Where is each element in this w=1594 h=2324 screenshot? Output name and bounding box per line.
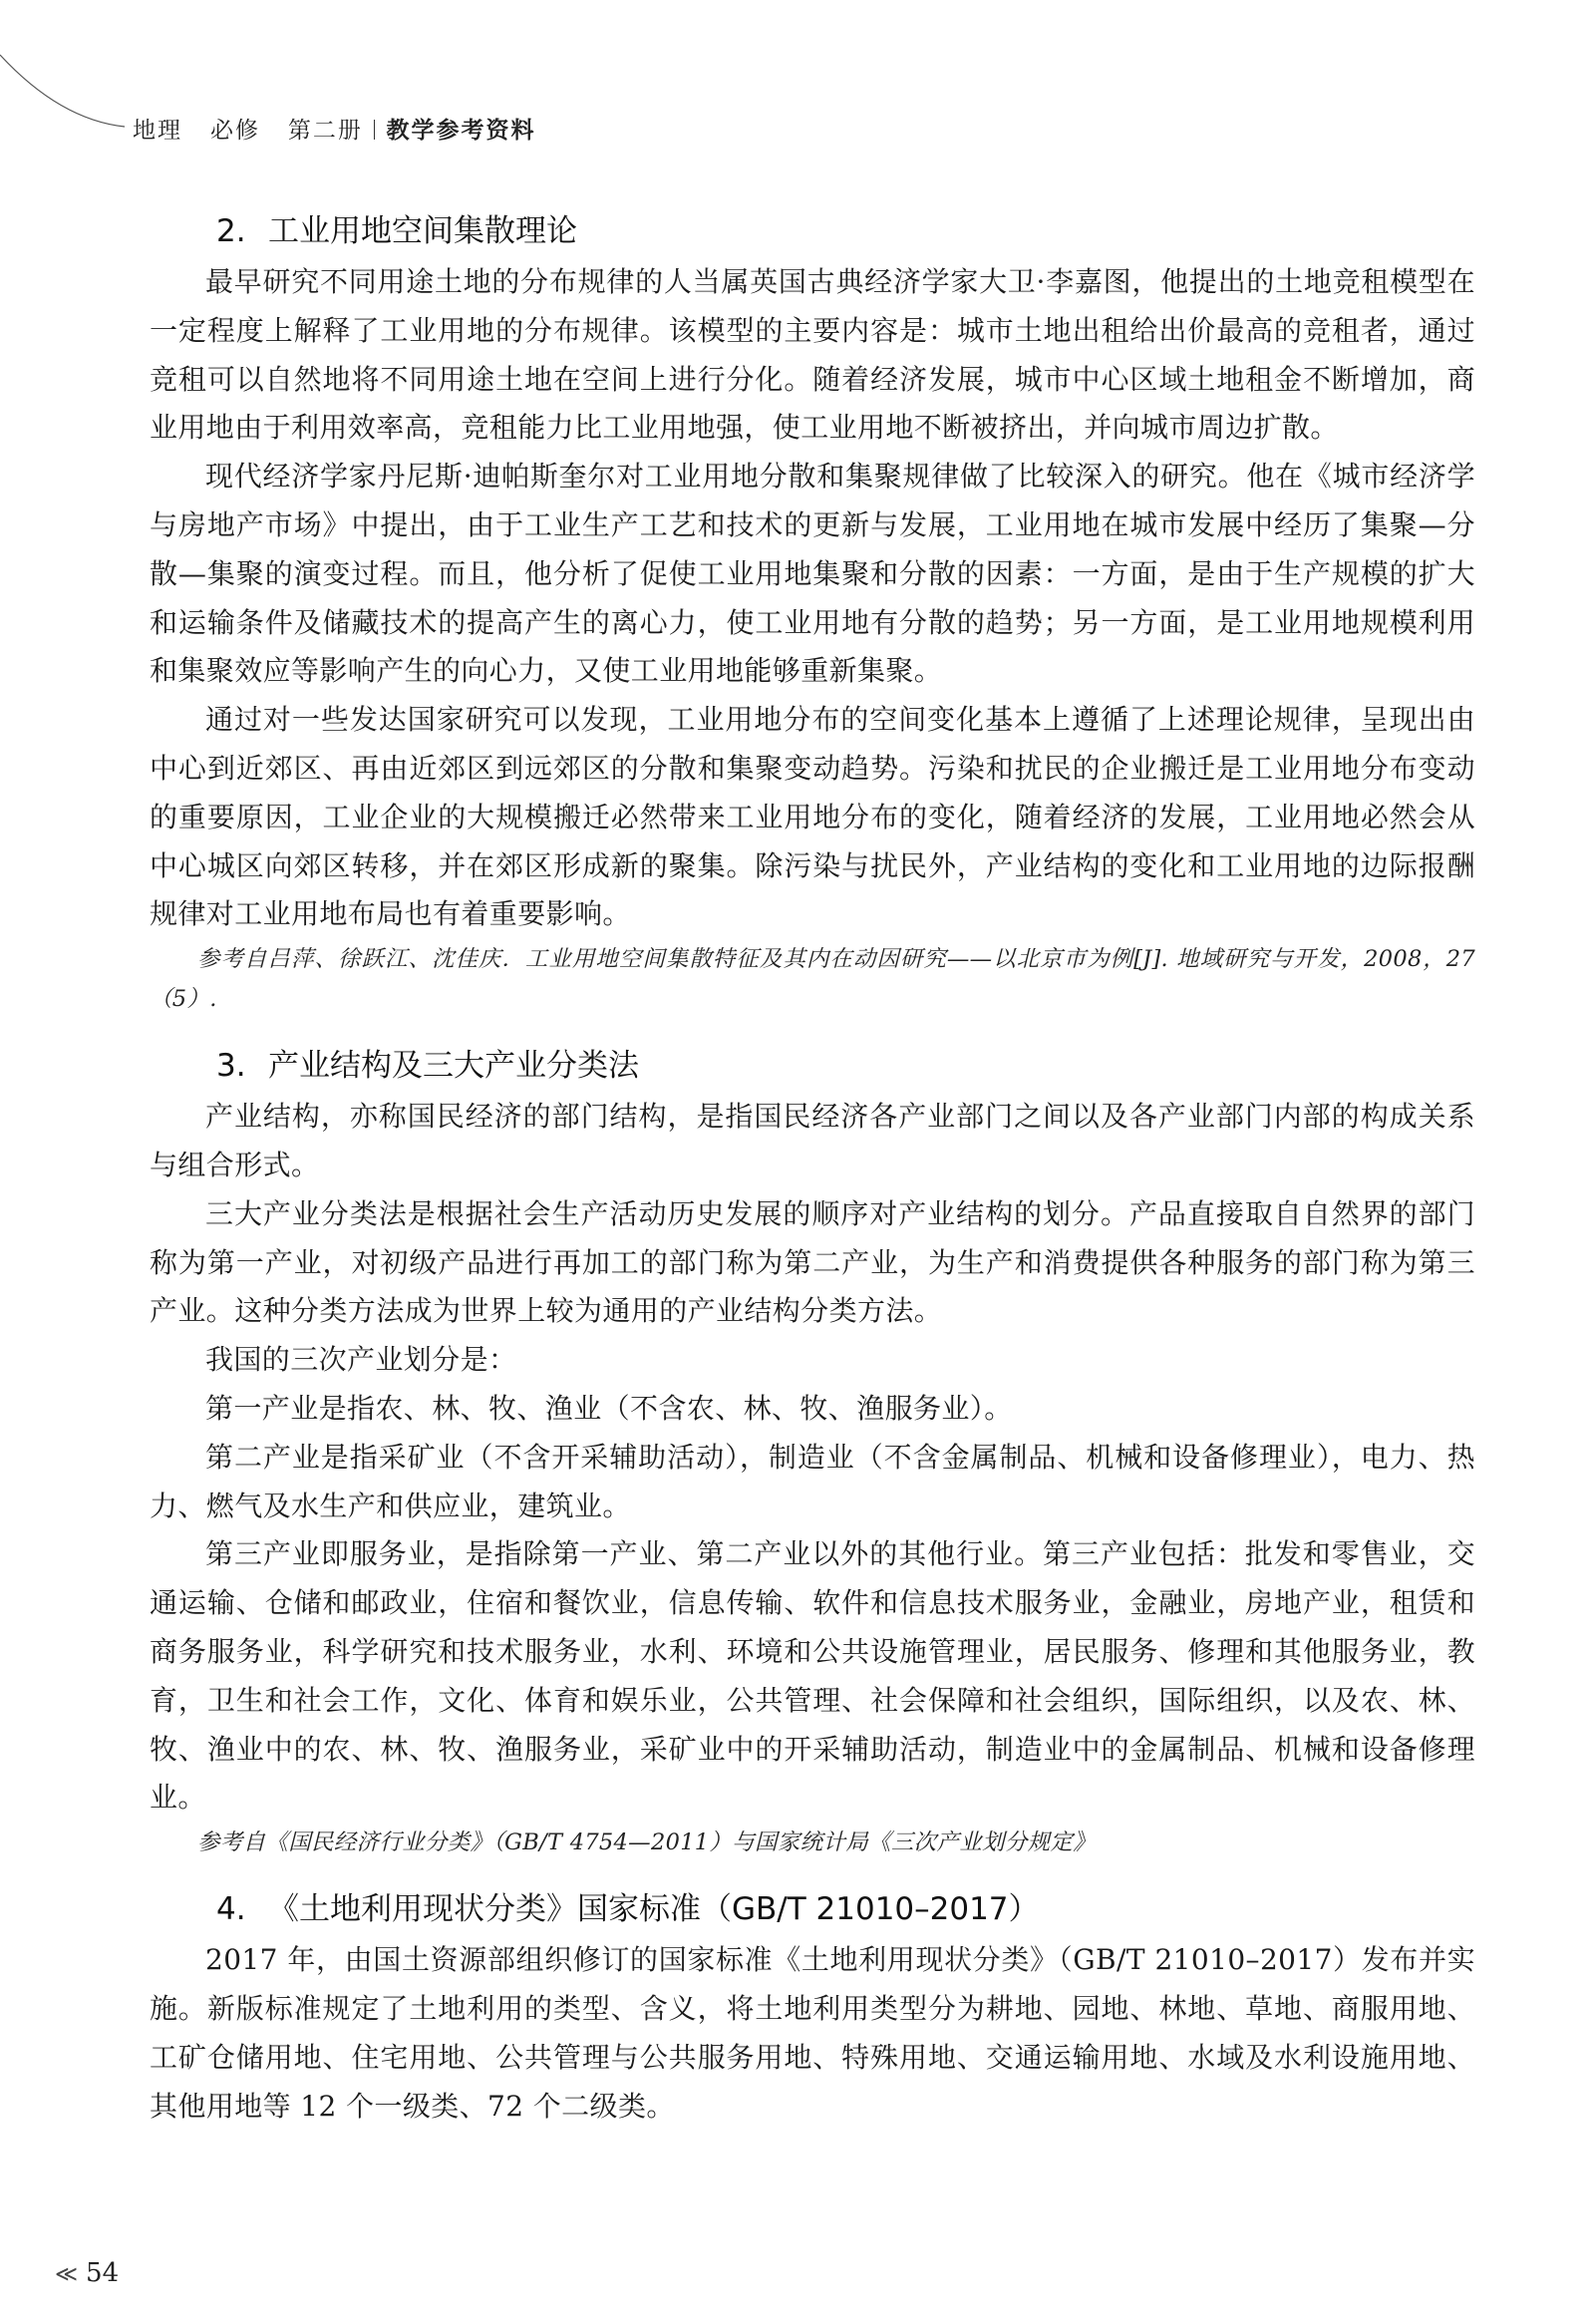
section-heading: [150, 1039, 1475, 1093]
section-title: 工业用地空间集散理论: [268, 213, 577, 249]
section-heading: [150, 1882, 1475, 1936]
running-header: [133, 112, 536, 145]
paragraph: 2017 年，由国土资源部组织修订的国家标准《土地利用现状分类》（GB/T 21010–2017）发布并实施。新版标准规定了土地利用的类型、含义，将土地利用类型分为耕地、园地、林地、草地、商服用地、工矿仓储用地、住宅用地、公共管理与公共服务用地、特殊用地、交通运输用地、水域及水利设施用地、其他用地等 12 个一级类、72 个二级类。: [150, 1943, 1475, 2123]
decorative-corner-curve: [0, 0, 140, 140]
section-heading: [150, 204, 1475, 258]
page-content: [150, 204, 1475, 2131]
page-footer: [55, 2258, 119, 2288]
section-industrial-structure: [150, 1039, 1475, 1862]
section-number: 2.: [216, 213, 246, 249]
double-chevron-left-icon: ≪: [55, 2262, 79, 2287]
section-industrial-land-theory: [150, 204, 1475, 1019]
section-number: 4.: [216, 1891, 246, 1928]
section-title: 《土地利用现状分类》国家标准（GB/T 21010–2017）: [268, 1891, 1040, 1928]
paragraph: 第一产业是指农、林、牧、渔业（不含农、林、牧、渔服务业）。: [205, 1391, 1013, 1425]
page-number: 54: [86, 2258, 120, 2288]
paragraph: 现代经济学家丹尼斯·迪帕斯奎尔对工业用地分散和集聚规律做了比较深入的研究。他在《城市经济学与房地产市场》中提出，由于工业生产工艺和技术的更新与发展，工业用地在城市发展中经历了集聚—分散—集聚的演变过程。而且，他分析了促使工业用地集聚和分散的因素：一方面，是由于生产规模的扩大和运输条件及储藏技术的提高产生的离心力，使工业用地有分散的趋势；另一方面，是工业用地规模利用和集聚效应等影响产生的向心力，又使工业用地能够重新集聚。: [150, 460, 1475, 688]
paragraph: 我国的三次产业划分是：: [205, 1343, 517, 1377]
paragraph: 第二产业是指采矿业（不含开采辅助活动），制造业（不含金属制品、机械和设备修理业），电力、热力、燃气及水生产和供应业，建筑业。: [150, 1440, 1475, 1522]
section-land-use-standard: [150, 1882, 1475, 2131]
header-required: 必修: [209, 118, 260, 144]
paragraph: 通过对一些发达国家研究可以发现，工业用地分布的空间变化基本上遵循了上述理论规律，呈现出由中心到近郊区、再由近郊区到远郊区的分散和集聚变动趋势。污染和扰民的企业搬迁是工业用地分布变动的重要原因，工业企业的大规模搬迁必然带来工业用地分布的变化，随着经济的发展，工业用地必然会从中心城区向郊区转移，并在郊区形成新的聚集。除污染与扰民外，产业结构的变化和工业用地的边际报酬规律对工业用地布局也有着重要影响。: [150, 703, 1475, 931]
paragraph: 三大产业分类法是根据社会生产活动历史发展的顺序对产业结构的划分。产品直接取自自然界的部门称为第一产业，对初级产品进行再加工的部门称为第二产业，为生产和消费提供各种服务的部门称为第三产业。这种分类方法成为世界上较为通用的产业结构分类方法。: [150, 1196, 1475, 1328]
reference-note: 参考自《国民经济行业分类》（GB/T 4754—2011）与国家统计局《三次产业划分规定》: [197, 1829, 1097, 1856]
reference-note: 参考自吕萍、徐跃江、沈佳庆．工业用地空间集散特征及其内在动因研究——以北京市为例[J]. 地域研究与开发，2008，27（5）.: [150, 946, 1475, 1013]
header-subject: 地理: [133, 118, 182, 144]
paragraph: 第三产业即服务业，是指除第一产业、第二产业以外的其他行业。第三产业包括：批发和零售业，交通运输、仓储和邮政业，住宿和餐饮业，信息传输、软件和信息技术服务业，金融业，房地产业，租赁和商务服务业，科学研究和技术服务业，水利、环境和公共设施管理业，居民服务、修理和其他服务业，教育，卫生和社会工作，文化、体育和娱乐业，公共管理、社会保障和社会组织，国际组织，以及农、林、牧、渔业中的农、林、牧、渔服务业，采矿业中的开采辅助活动，制造业中的金属制品、机械和设备修理业。: [150, 1537, 1475, 1815]
section-title: 产业结构及三大产业分类法: [268, 1048, 639, 1085]
paragraph: 产业结构，亦称国民经济的部门结构，是指国民经济各产业部门之间以及各产业部门内部的构成关系与组合形式。: [150, 1100, 1475, 1181]
paragraph: 最早研究不同用途土地的分布规律的人当属英国古典经济学家大卫·李嘉图，他提出的土地竞租模型在一定程度上解释了工业用地的分布规律。该模型的主要内容是：城市土地出租给出价最高的竞租者，通过竞租可以自然地将不同用途土地在空间上进行分化。随着经济发展，城市中心区域土地租金不断增加，商业用地由于利用效率高，竞租能力比工业用地强，使工业用地不断被挤出，并向城市周边扩散。: [150, 265, 1475, 445]
header-book-type: 教学参考资料: [386, 118, 536, 144]
header-divider: [374, 120, 375, 140]
header-volume: 第二册: [287, 118, 363, 144]
section-number: 3.: [216, 1048, 246, 1085]
